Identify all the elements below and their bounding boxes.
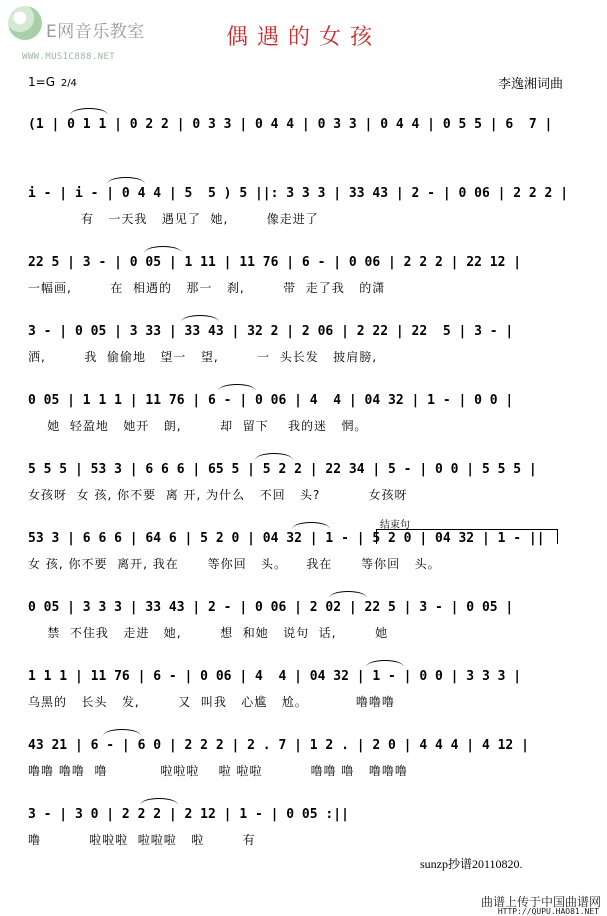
notation-line: 43 21 | 6 - | 6 0 | 2 2 2 | 2 . 7 | 1 2 . | 2 0 | 4 4 4 | 4 12 | (28, 738, 529, 753)
lyric-line: 女孩呀 女 孩, 你不要 离 开, 为什么 不回 头? 女孩呀 (28, 488, 408, 502)
lyric-line: 女 孩, 你不要 离开, 我在 等你回 头。 我在 等你回 头。 (28, 557, 441, 571)
slur-mark (107, 177, 145, 184)
key-label: 1=G (28, 75, 55, 89)
notation-line: i - | i - | 0 4 4 | 5 5 ) 5 ||: 3 3 3 | 33 43 | 2 - | 0 06 | 2 2 2 | (28, 186, 569, 201)
notation-line: 0 05 | 3 3 3 | 33 43 | 2 - | 0 06 | 2 02 | 22 5 | 3 - | 0 05 | (28, 600, 514, 615)
ending-label: 结束句 (380, 520, 410, 531)
slur-mark (255, 453, 293, 460)
notation-line: (1 | 0 1 1 | 0 2 2 | 0 3 3 | 0 4 4 | 0 3 3 | 0 4 4 | 0 5 5 | 6 7 | (28, 117, 553, 132)
slur-mark (366, 660, 404, 667)
notation-line: 0 05 | 1 1 1 | 11 76 | 6 - | 0 06 | 4 4 | 04 32 | 1 - | 0 0 | (28, 393, 514, 408)
slur-mark (144, 246, 182, 253)
time-signature: 2/4 (60, 78, 77, 89)
slur-mark (292, 522, 330, 529)
notation-line: 3 - | 3 0 | 2 2 2 | 2 12 | 1 - | 0 05 :|| (28, 807, 349, 822)
lyric-line: 噜噜 噜噜 噜 啦啦啦 啦 啦啦 噜噜 噜 噜噜噜 (28, 764, 408, 778)
logo-text: E网音乐教室 (46, 22, 145, 42)
song-title: 偶遇的女孩 (225, 25, 381, 50)
lyric-line: 洒, 我 偷偷地 望一 望, 一 头长发 披肩膀, (28, 350, 378, 364)
slur-mark (70, 108, 108, 115)
copyist-credit: sunzp抄谱20110820. (420, 857, 523, 871)
lyric-line: 她 轻盈地 她开 朗, 却 留下 我的迷 惘。 (28, 419, 368, 433)
lyric-line: 乌黑的 长头 发, 又 叫我 心尴 尬。 噜噜噜 (28, 695, 395, 709)
lyric-line: 一幅画, 在 相遇的 那一 刹, 带 走了我 的潇 (28, 281, 386, 295)
ending-bracket (376, 529, 558, 544)
slur-mark (218, 384, 256, 391)
composer-credit: 李逸湘词曲 (497, 77, 563, 92)
slur-mark (181, 315, 219, 322)
lyric-line: 噜 啦啦啦 啦啦啦 啦 有 (28, 833, 256, 847)
notation-line: 1 1 1 | 11 76 | 6 - | 0 06 | 4 4 | 04 32 | 1 - | 0 0 | 3 3 3 | (28, 669, 522, 684)
notation-line: 3 - | 0 05 | 3 33 | 33 43 | 32 2 | 2 06 | 2 22 | 22 5 | 3 - | (28, 324, 514, 339)
logo-url: WWW.MUSIC888.NET (22, 52, 116, 62)
slur-mark (140, 798, 178, 805)
footer-site: 曲谱上传于中国曲谱网 (480, 895, 601, 909)
footer-url: HTTP://QUPU.HAO81.NET (497, 907, 599, 916)
notation-line: 22 5 | 3 - | 0 05 | 1 11 | 11 76 | 6 - | 0 06 | 2 2 2 | 22 12 | (28, 255, 522, 270)
slur-mark (329, 591, 367, 598)
slur-mark (103, 729, 141, 736)
notation-line: 53 3 | 6 6 6 | 64 6 | 5 2 0 | 04 32 | 1 - | 5 2 0 | 04 32 | 1 - || (28, 531, 545, 546)
notation-line: 5 5 5 | 53 3 | 6 6 6 | 65 5 | 5 2 2 | 22 34 | 5 - | 0 0 | 5 5 5 | (28, 462, 537, 477)
key-signature (28, 75, 77, 89)
lyric-line: 禁 不住我 走进 她, 想 和她 说句 话, 她 (28, 626, 389, 640)
lyric-line: 有 一天我 遇见了 她, 像走进了 (28, 212, 319, 226)
